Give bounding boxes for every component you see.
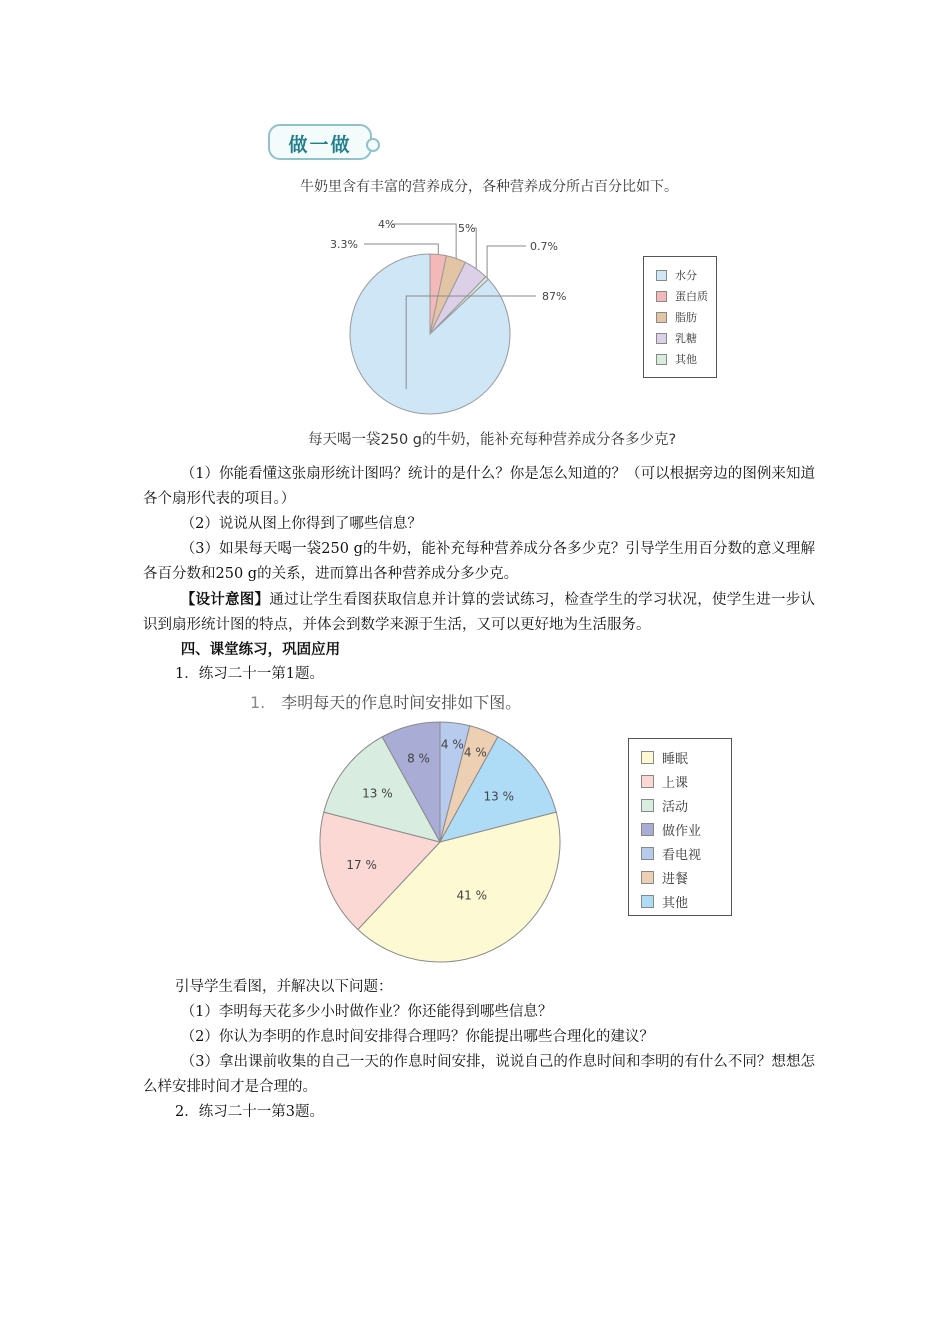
- schedule-legend-label: 其他: [662, 896, 689, 911]
- milk-label-4: 0.7%: [530, 240, 558, 253]
- milk-label-2: 4%: [378, 218, 396, 231]
- schedule-legend-swatch: [641, 895, 654, 908]
- milk-legend-swatch: [656, 312, 667, 323]
- schedule-legend-swatch: [641, 823, 654, 836]
- milk-legend-label: 脂肪: [675, 311, 697, 324]
- design-intent: [143, 587, 815, 638]
- milk-legend-item: [656, 288, 708, 304]
- milk-legend-label: 蛋白质: [675, 290, 708, 303]
- schedule-legend-item: [641, 844, 701, 863]
- milk-legend-label: 乳糖: [675, 332, 697, 345]
- schedule-chart-legend: [628, 738, 732, 916]
- milk-leader-1: [364, 244, 438, 254]
- schedule-legend-label: 进餐: [662, 872, 689, 887]
- guide-question-3: （3）拿出课前收集的自己一天的作息时间安排，说说自己的作息时间和李明的有什么不同？想想怎么样安排时间才是合理的。: [143, 1054, 815, 1095]
- milk-chart-question: 每天喝一袋250 g的牛奶，能补充每种营养成分各多少克?: [308, 432, 677, 448]
- milk-legend-item: [656, 267, 697, 283]
- question-3: （3）如果每天喝一袋250 g的牛奶，能补充每种营养成分各多少克？引导学生用百分数的意义理解各百分数和250 g的关系，进而算出各种营养成分多少克。: [143, 541, 815, 582]
- schedule-label-1: 17 %: [346, 857, 377, 872]
- schedule-legend-label: 活动: [662, 800, 689, 815]
- schedule-legend-item: [641, 868, 688, 887]
- milk-legend-label: 水分: [675, 269, 697, 282]
- schedule-legend-item: [641, 772, 688, 791]
- schedule-label-0: 41 %: [456, 888, 488, 903]
- schedule-label-6: 13 %: [483, 789, 515, 804]
- schedule-legend-label: 做作业: [662, 824, 702, 839]
- design-intent-text: 通过让学生看图获取信息并计算的尝试练习，检查学生的学习状况，使学生进一步认识到扇形统计图的特点，并体会到数学来源于生活，又可以更好地为生活服务。: [143, 592, 815, 633]
- milk-legend-swatch: [656, 354, 667, 365]
- milk-legend-item: [656, 351, 697, 367]
- milk-legend-swatch: [656, 333, 667, 344]
- schedule-label-3: 8 %: [407, 751, 430, 766]
- question-2: （2）说说从图上你得到了哪些信息？: [180, 516, 422, 532]
- milk-legend-swatch: [656, 270, 667, 281]
- schedule-legend-swatch: [641, 775, 654, 788]
- milk-chart-legend: [643, 256, 717, 378]
- exercise-2: 2．练习二十一第3题。: [175, 1104, 324, 1120]
- milk-pie-chart: [330, 210, 610, 430]
- schedule-chart-title: 李明每天的作息时间安排如下图。: [281, 693, 522, 712]
- schedule-chart-number: 1.: [250, 693, 266, 712]
- milk-leader-2: [392, 224, 456, 258]
- milk-legend-item: [656, 309, 697, 325]
- milk-legend-item: [656, 330, 697, 346]
- schedule-legend-item: [641, 748, 688, 767]
- schedule-legend-label: 看电视: [662, 848, 702, 863]
- schedule-legend-label: 上课: [662, 776, 689, 791]
- milk-chart-intro: 牛奶里含有丰富的营养成分，各种营养成分所占百分比如下。: [300, 179, 678, 195]
- guide-question-2: （2）你认为李明的作息时间安排得合理吗？你能提出哪些合理化的建议？: [180, 1029, 654, 1045]
- schedule-legend-label: 睡眠: [662, 752, 689, 767]
- schedule-pie-chart: [312, 714, 568, 970]
- schedule-chart-heading: [250, 690, 521, 713]
- schedule-legend-item: [641, 796, 688, 815]
- schedule-legend-item: [641, 892, 688, 911]
- activity-badge-label: 做一做: [288, 134, 352, 156]
- milk-label-3: 5%: [458, 222, 476, 235]
- schedule-label-5: 4 %: [463, 745, 487, 760]
- schedule-label-4: 4 %: [440, 737, 464, 752]
- milk-legend-label: 其他: [675, 353, 697, 366]
- schedule-label-2: 13 %: [362, 786, 393, 801]
- badge-tail-decoration: [366, 138, 380, 152]
- schedule-legend-swatch: [641, 799, 654, 812]
- schedule-legend-swatch: [641, 847, 654, 860]
- activity-badge: [268, 124, 372, 160]
- milk-leader-4: [487, 246, 526, 278]
- milk-legend-swatch: [656, 291, 667, 302]
- schedule-legend-item: [641, 820, 701, 839]
- milk-label-0: 87%: [542, 290, 567, 303]
- schedule-legend-swatch: [641, 751, 654, 764]
- section-heading: 四、课堂练习，巩固应用: [180, 641, 341, 658]
- milk-label-1: 3.3%: [330, 238, 358, 251]
- guide-text: 引导学生看图，并解决以下问题：: [175, 979, 393, 995]
- question-1: （1）你能看懂这张扇形统计图吗？统计的是什么？你是怎么知道的？（可以根据旁边的图例来知道各个扇形代表的项目。）: [143, 466, 815, 507]
- guide-question-1: （1）李明每天花多少小时做作业？你还能得到哪些信息？: [180, 1004, 553, 1020]
- exercise-1: 1．练习二十一第1题。: [175, 666, 324, 682]
- schedule-legend-swatch: [641, 871, 654, 884]
- design-intent-label: 【设计意图】: [180, 591, 270, 608]
